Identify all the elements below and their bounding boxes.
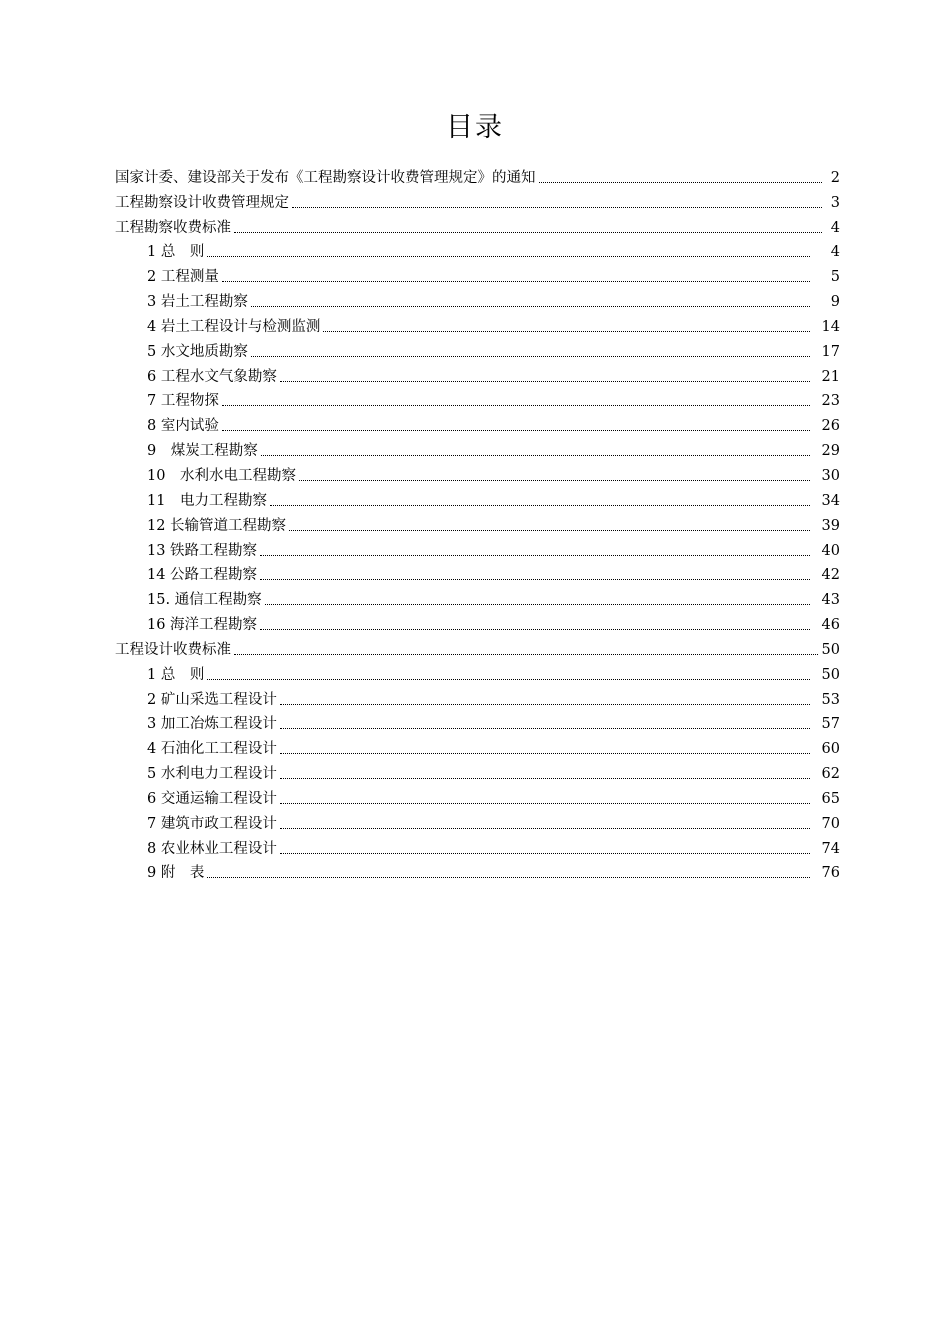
toc-dot-leader <box>299 480 810 481</box>
toc-entry-label: 8 室内试验 <box>147 418 219 435</box>
toc-title: 目录 <box>446 112 504 143</box>
toc-entry-page-number: 9 <box>830 294 840 311</box>
toc-dot-leader <box>207 256 810 257</box>
toc-dot-leader <box>280 853 810 854</box>
toc-entry-label: 3 加工冶炼工程设计 <box>147 716 277 733</box>
toc-entry-label: 6 工程水文气象勘察 <box>147 368 277 385</box>
toc-entry-label: 11 电力工程勘察 <box>147 492 267 509</box>
toc-entry[interactable] <box>115 262 840 287</box>
toc-dot-leader <box>207 877 810 878</box>
toc-entry-label: 1 总 则 <box>147 666 205 683</box>
toc-entry[interactable] <box>115 287 840 312</box>
toc-entry-page-number: 26 <box>821 418 840 435</box>
toc-entry-page-number: 30 <box>821 467 840 484</box>
toc-entry-page-number: 4 <box>830 219 840 236</box>
toc-entry-page-number: 53 <box>821 691 840 708</box>
toc-entry[interactable] <box>115 710 840 735</box>
toc-entry-label: 9 煤炭工程勘察 <box>147 443 258 460</box>
toc-entry-page-number: 34 <box>821 492 840 509</box>
toc-dot-leader <box>292 207 822 208</box>
toc-entry-page-number: 39 <box>821 517 840 534</box>
toc-dot-leader <box>280 778 810 779</box>
toc-entry-page-number: 74 <box>821 840 840 857</box>
toc-entry-label: 8 农业林业工程设计 <box>147 840 277 857</box>
toc-entry-page-number: 62 <box>821 766 840 783</box>
toc-dot-leader <box>280 753 810 754</box>
toc-entry[interactable] <box>115 362 840 387</box>
toc-dot-leader <box>251 356 810 357</box>
toc-entry-label: 4 岩土工程设计与检测监测 <box>147 318 321 335</box>
toc-entry-page-number: 5 <box>830 269 840 286</box>
toc-entry-label: 国家计委、建设部关于发布《工程勘察设计收费管理规定》的通知 <box>115 169 536 186</box>
toc-entry[interactable] <box>115 461 840 486</box>
toc-dot-leader <box>260 629 810 630</box>
toc-entry-label: 9 附 表 <box>147 865 205 882</box>
toc-entry[interactable] <box>115 337 840 362</box>
toc-entry[interactable] <box>115 486 840 511</box>
toc-entry-label: 15. 通信工程勘察 <box>147 592 262 609</box>
toc-entry[interactable] <box>115 411 840 436</box>
toc-entry-page-number: 21 <box>821 368 840 385</box>
toc-entry[interactable] <box>115 660 840 685</box>
toc-dot-leader <box>539 182 823 183</box>
toc-entry-page-number: 76 <box>821 865 840 882</box>
toc-entry[interactable] <box>115 784 840 809</box>
toc-entry[interactable] <box>115 387 840 412</box>
toc-entry[interactable] <box>115 561 840 586</box>
toc-entry[interactable] <box>115 188 840 213</box>
toc-entry[interactable] <box>115 213 840 238</box>
toc-dot-leader <box>280 704 810 705</box>
toc-entry-label: 14 公路工程勘察 <box>147 567 258 584</box>
toc-entry-label: 3 岩土工程勘察 <box>147 294 248 311</box>
toc-dot-leader <box>280 803 810 804</box>
toc-entry-page-number: 50 <box>821 641 840 658</box>
toc-entry[interactable] <box>115 312 840 337</box>
toc-entry-page-number: 60 <box>821 741 840 758</box>
toc-entry[interactable] <box>115 511 840 536</box>
toc-dot-leader <box>270 505 810 506</box>
toc-entry-label: 10 水利水电工程勘察 <box>147 467 296 484</box>
toc-entry-page-number: 42 <box>821 567 840 584</box>
toc-entry-page-number: 57 <box>821 716 840 733</box>
toc-entry[interactable] <box>115 163 840 188</box>
toc-entry-page-number: 29 <box>821 443 840 460</box>
toc-entry-label: 7 建筑市政工程设计 <box>147 815 277 832</box>
toc-dot-leader <box>260 579 810 580</box>
toc-dot-leader <box>323 331 810 332</box>
toc-entry-page-number: 4 <box>830 244 840 261</box>
toc-entry-page-number: 40 <box>821 542 840 559</box>
toc-entry[interactable] <box>115 859 840 884</box>
toc-entry-page-number: 17 <box>821 343 840 360</box>
toc-entry[interactable] <box>115 610 840 635</box>
toc-entry-label: 2 矿山采选工程设计 <box>147 691 277 708</box>
toc-entry-label: 工程设计收费标准 <box>115 641 231 658</box>
toc-entry-page-number: 14 <box>821 318 840 335</box>
toc-dot-leader <box>261 455 810 456</box>
toc-entry-label: 13 铁路工程勘察 <box>147 542 258 559</box>
toc-entry-label: 16 海洋工程勘察 <box>147 617 258 634</box>
toc-entry-page-number: 2 <box>830 169 840 186</box>
toc-dot-leader <box>222 405 810 406</box>
toc-entry-label: 7 工程物探 <box>147 393 219 410</box>
toc-entry[interactable] <box>115 536 840 561</box>
toc-dot-leader <box>234 232 822 233</box>
toc-entry-page-number: 65 <box>821 790 840 807</box>
toc-entry-page-number: 43 <box>821 592 840 609</box>
toc-dot-leader <box>207 679 810 680</box>
toc-entry-label: 工程勘察设计收费管理规定 <box>115 194 289 211</box>
toc-entry-label: 工程勘察收费标准 <box>115 219 231 236</box>
toc-dot-leader <box>280 381 810 382</box>
toc-entry[interactable] <box>115 585 840 610</box>
toc-entry-label: 1 总 则 <box>147 244 205 261</box>
toc-entry-page-number: 3 <box>830 194 840 211</box>
toc-entry[interactable] <box>115 238 840 263</box>
toc-dot-leader <box>251 306 810 307</box>
toc-entry-label: 4 石油化工工程设计 <box>147 741 277 758</box>
toc-dot-leader <box>280 828 810 829</box>
toc-dot-leader <box>265 604 810 605</box>
toc-dot-leader <box>234 654 818 655</box>
toc-entry-label: 5 水文地质勘察 <box>147 343 248 360</box>
toc-entry[interactable] <box>115 685 840 710</box>
toc-entry-label: 5 水利电力工程设计 <box>147 766 277 783</box>
toc-entry-page-number: 46 <box>821 617 840 634</box>
toc-entry-label: 12 长输管道工程勘察 <box>147 517 287 534</box>
toc-dot-leader <box>289 530 810 531</box>
toc-entry-label: 2 工程测量 <box>147 269 219 286</box>
toc-entry[interactable] <box>115 759 840 784</box>
toc-dot-leader <box>222 430 810 431</box>
toc-dot-leader <box>222 281 810 282</box>
toc-dot-leader <box>280 728 810 729</box>
toc-entry[interactable] <box>115 436 840 461</box>
toc-entry-page-number: 23 <box>821 393 840 410</box>
toc-entry-page-number: 50 <box>821 666 840 683</box>
toc-dot-leader <box>260 555 810 556</box>
toc-entry[interactable] <box>115 834 840 859</box>
toc-entry[interactable] <box>115 809 840 834</box>
table-of-contents <box>115 163 840 883</box>
toc-entry-page-number: 70 <box>821 815 840 832</box>
toc-entry-label: 6 交通运输工程设计 <box>147 790 277 807</box>
toc-entry[interactable] <box>115 635 840 660</box>
toc-entry[interactable] <box>115 734 840 759</box>
